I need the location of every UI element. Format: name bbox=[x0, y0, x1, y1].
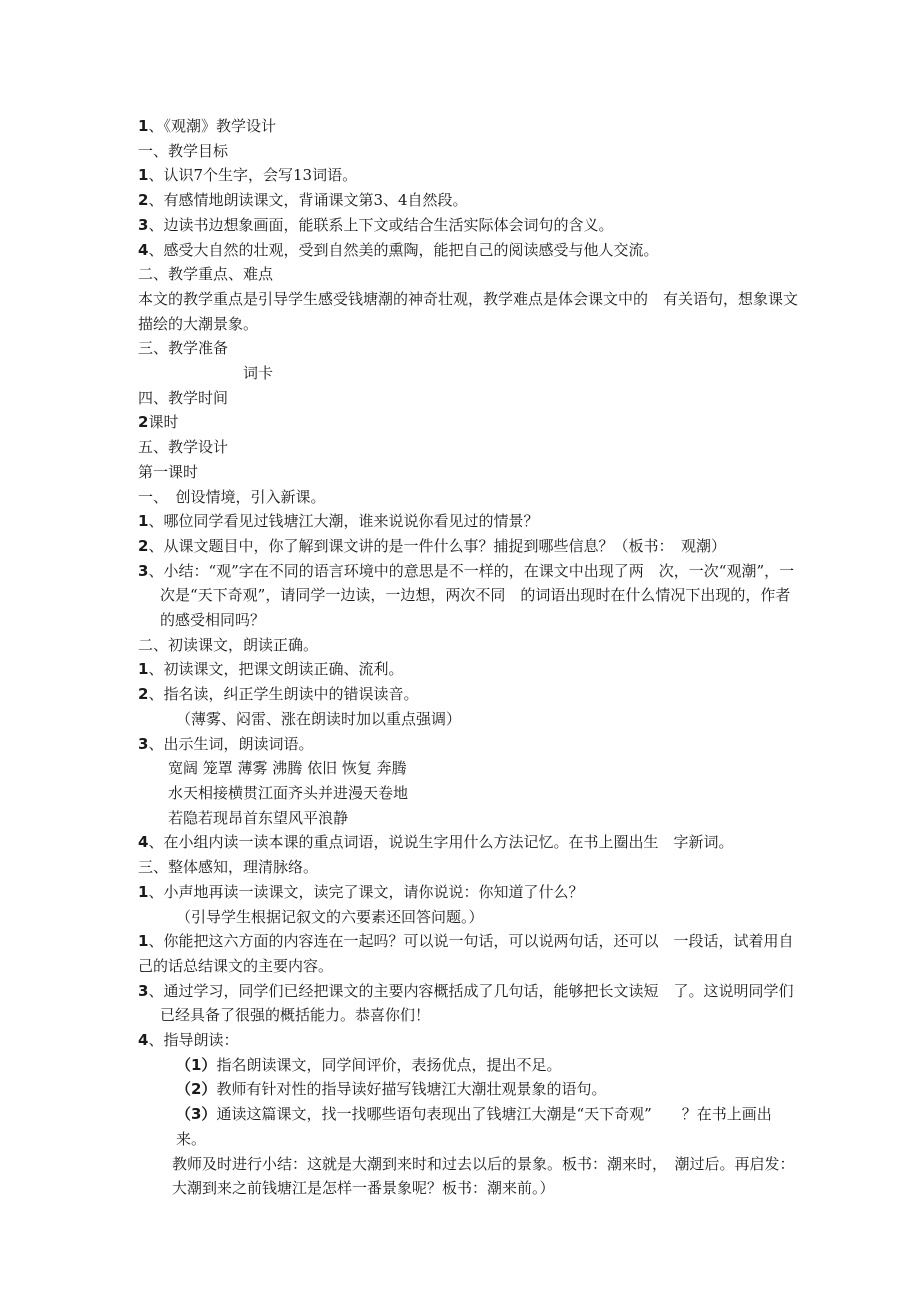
document-title: 1、《观潮》教学设计 bbox=[138, 117, 276, 135]
guide-item: （3）通读这篇课文，找一找哪些语句表现出了钱塘江大潮是“天下奇观” ？在书上画出来。 bbox=[176, 1105, 772, 1148]
prep-item: 词卡 bbox=[243, 364, 274, 383]
list-item: 2、指名读，纠正学生朗读中的错误读音。 bbox=[138, 685, 419, 704]
list-item: 1、哪位同学看见过钱塘江大潮，谁来说说你看见过的情景？ bbox=[138, 512, 539, 531]
section-heading: 五、教学设计 bbox=[138, 438, 229, 457]
note: （引导学生根据记叙文的六要素还回答问题。） bbox=[176, 907, 484, 926]
word-list: 水天相接横贯江面齐头并进漫天卷地 bbox=[168, 783, 409, 802]
part-heading: 一、 创设情境，引入新课。 bbox=[138, 487, 326, 506]
list-item: 4、在小组内读一读本课的重点词语，说说生字用什么方法记忆。在书上圈出生 字新词。 bbox=[138, 833, 734, 852]
goal-item: 3、边读书边想象画面，能联系上下文或结合生活实际体会词句的含义。 bbox=[138, 215, 614, 234]
list-item: 2、从课文题目中，你了解到课文讲的是一件什么事？捕捉到哪些信息？（板书： 观潮） bbox=[138, 536, 726, 555]
lesson-heading: 第一课时 bbox=[138, 462, 199, 481]
goal-item: 4、感受大自然的壮观，受到自然美的熏陶，能把自己的阅读感受与他人交流。 bbox=[138, 240, 659, 259]
time-value: 2课时 bbox=[138, 413, 179, 432]
document-page bbox=[138, 114, 798, 1201]
summary-paragraph: 教师及时进行小结：这就是大潮到来时和过去以后的景象。板书：潮来时， 潮过后。再启发：大潮到来之前钱塘江是怎样一番景象呢？板书：潮来前。） bbox=[172, 1154, 795, 1198]
part-heading: 二、初读课文，朗读正确。 bbox=[138, 635, 319, 654]
part-heading: 三、整体感知，理清脉络。 bbox=[138, 858, 319, 877]
section-heading: 三、教学准备 bbox=[138, 339, 229, 358]
guide-item: （1）指名朗读课文，同学间评价，表扬优点，提出不足。 bbox=[176, 1055, 562, 1074]
list-item: 3、通过学习，同学们已经把课文的主要内容概括成了几句话，能够把长文读短 了。这说明同学们已经具备了很强的概括能力。恭喜你们！ bbox=[138, 981, 794, 1025]
list-item: 3、小结：“观”字在不同的语言环境中的意思是不一样的，在课文中出现了两 次，一次“观潮”，一次是“天下奇观”，请同学一边读，一边想，两次不同 的词语出现时在什么情况下出现的，作者的感受相同吗？ bbox=[138, 561, 795, 630]
list-item: 1、初读课文，把课文朗读正确、流利。 bbox=[138, 660, 404, 679]
list-item: 3、出示生词，朗读词语。 bbox=[138, 734, 314, 753]
paragraph: 本文的教学重点是引导学生感受钱塘潮的神奇壮观，教学难点是体会课文中的 有关语句，想象课文描绘的大潮景象。 bbox=[138, 289, 799, 333]
word-list: 若隐若现昂首东望风平浪静 bbox=[168, 808, 349, 827]
list-item: 1、你能把这六方面的内容连在一起吗？可以说一句话，可以说两句话，还可以 一段话，试着用自己的话总结课文的主要内容。 bbox=[138, 932, 794, 975]
goal-item: 2、有感情地朗读课文，背诵课文第3、4自然段。 bbox=[138, 191, 468, 210]
section-heading: 二、教学重点、难点 bbox=[138, 265, 274, 284]
list-item: 1、小声地再读一读课文，读完了课文，请你说说：你知道了什么？ bbox=[138, 882, 584, 901]
guide-item: （2）教师有针对性的指导读好描写钱塘江大潮壮观景象的语句。 bbox=[176, 1080, 607, 1099]
section-heading: 四、教学时间 bbox=[138, 388, 229, 407]
note: （薄雾、闷雷、涨在朗读时加以重点强调） bbox=[176, 709, 462, 728]
section-heading: 一、教学目标 bbox=[138, 141, 229, 160]
word-list: 宽阔 笼罩 薄雾 沸腾 依旧 恢复 奔腾 bbox=[168, 759, 407, 778]
list-item: 4、指导朗读： bbox=[138, 1031, 239, 1050]
goal-item: 1、认识7个生字，会写13词语。 bbox=[138, 166, 358, 185]
